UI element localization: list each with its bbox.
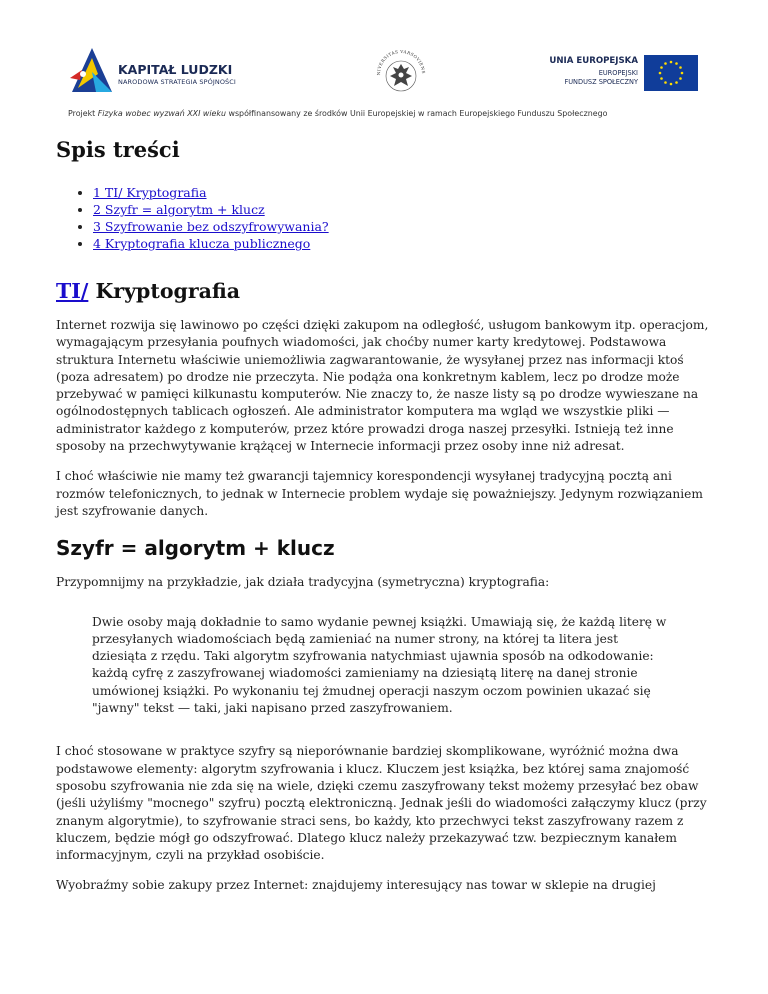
quote-text: Dwie osoby mają dokładnie to samo wydanie pewnej książki. Umawiają się, że każdą literę w przesyłanych wiadomościach będą zamieniać na numer strony, na której ta litera jest dziesiąta z rzędu. Taki algorytm szyfrowania natychmiast ujawnia sposób na odkodowanie: każdą cyfrę z zaszyfrowanej wiadomości zamieniamy na dziesiątą literę na danej stronie umówionej książki. Po wykonaniu tej żmudnej operacji naszym oczom powinien ukazać się "jawny" tekst — taki, jaki napisano przed zaszyfrowaniem. [92,614,667,716]
header-logos [0,0,768,130]
toc-link-2[interactable]: 2 Szyfr = algorytm + klucz [93,202,265,217]
ti-link[interactable]: TI/ [56,279,89,303]
toc-link-4[interactable]: 4 Kryptografia klucza publicznego [93,236,311,251]
toc-item [93,201,720,218]
toc-item [93,218,720,235]
paragraph: Przypomnijmy na przykładzie, jak działa tradycyjna (symetryczna) kryptografia: [56,575,550,590]
section-heading-kryptografia [56,279,720,303]
table-of-contents [56,184,720,252]
eu-flag-icon [644,55,698,91]
kapital-ludzki-logo [68,44,268,100]
eu-fund-line2: FUNDUSZ SPOŁECZNY [564,78,638,86]
example-quote [92,614,676,718]
article-content [56,134,720,895]
project-name: Fizyka wobec wyzwań XXI wieku [97,109,226,118]
paragraph: Internet rozwija się lawinowo po części dzięki zakupom na odległość, usługom bankowym itp. operacjom, wymagającym przesyłania poufnych wiadomości, jak choćby numer karty kredytowej. Podstawowa struktura Internetu właściwie uniemożliwia zagwarantowanie, że wysyłanej przez nas informacji ktoś (poza adresatem) po drodze nie przeczyta. Nie podąża ona konkretnym kablem, lecz po drodze może przebywać w pamięci kilkunastu komputerów. Nie znaczy to, że nasze listy są po drodze wywieszane na ogólnodostępnych tablicach ogłoszeń. Ale administrator komputera ma wgląd we wszystkie pliki — administrator każdego z komputerów, przez które prowadzi droga naszej przesyłki. Istnieją też inne sposoby na przechwytywanie krążącej w Internecie informacji przez osoby inne niż adresat. [56,318,709,454]
project-funding-line [68,109,607,118]
eu-title: UNIA EUROPEJSKA [549,56,638,66]
toc-title: Spis treści [56,137,180,162]
kapital-ludzki-emblem-icon [68,44,116,100]
section-title: Kryptografia [88,279,241,303]
section-heading-szyfr: Szyfr = algorytm + klucz [56,536,335,561]
paragraph: Wyobraźmy sobie zakupy przez Internet: znajdujemy interesujący nas towar w sklepie na drugiej [56,878,656,893]
university-seal-text: NIVERSITAS VARSOVIENS [375,48,427,76]
kapital-ludzki-title: KAPITAŁ LUDZKI [118,62,233,77]
eu-fund-line1: EUROPEJSKI [598,69,638,77]
toc-link-3[interactable]: 3 Szyfrowanie bez odszyfrowywania? [93,219,329,234]
paragraph: I choć właściwie nie mamy też gwarancji tajemnicy korespondencji wysyłanej tradycyjną pocztą ani rozmów telefonicznych, to jednak w Internecie problem wydaje się poważniejszy. Jedynym rozwiązaniem jest szyfrowanie danych. [56,469,703,518]
project-prefix: Projekt [68,109,98,118]
project-suffix: współfinansowany ze środków Unii Europejskiej w ramach Europejskiego Funduszu Społecznego [225,109,608,118]
kapital-ludzki-subtitle: NARODOWA STRATEGIA SPÓJNOŚCI [118,78,236,86]
eu-label [520,56,638,87]
toc-link-1[interactable]: 1 TI/ Kryptografia [93,185,207,200]
toc-item [93,184,720,201]
university-seal-logo [372,40,430,108]
toc-item [93,235,720,252]
paragraph: I choć stosowane w praktyce szyfry są nieporównanie bardziej skomplikowane, wyróżnić można dwa podstawowe elementy: algorytm szyfrowania i klucz. Kluczem jest książka, bez której sama znajomość sposobu szyfrowania nie zda się na wiele, dzięki czemu zaszyfrowany tekst możemy przesyłać bez obaw (jeśli użyliśmy "mocnego" szyfru) pocztą elektroniczną. Jednak jeśli do wiadomości załączymy klucz (przy znanym algorytmie), to szyfrowanie straci sens, bo każdy, kto przechwyci tekst zaszyfrowany razem z kluczem, będzie mógł go odszyfrować. Dlatego klucz należy przekazywać tzw. bezpiecznym kanałem informacyjnym, czyli na przykład osobiście. [56,744,707,863]
